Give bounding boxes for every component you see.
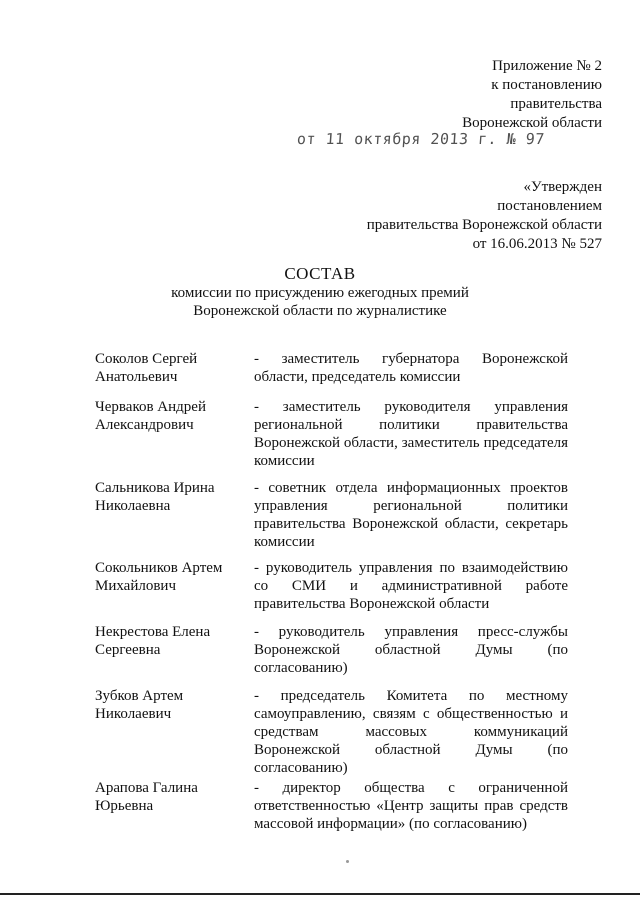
scan-edge-line — [0, 893, 640, 895]
member-role: - председатель Комитета по местному самоуправлению, связям с общественностью и средствам массовых коммуникаций Воронежской областной Думы (по согласованию) — [254, 688, 568, 776]
member-row — [95, 779, 577, 843]
member-row — [95, 687, 577, 779]
member-row — [95, 479, 577, 559]
member-role: - директор общества с ограниченной ответственностью «Центр защиты прав средств массовой информации» (по согласованию) — [254, 780, 568, 832]
member-row — [95, 350, 577, 398]
member-role: - руководитель управления по взаимодействию со СМИ и административной работе правительства Воронежской области — [254, 560, 568, 612]
approval-block — [367, 178, 602, 254]
title-subtitle-line: комиссии по присуждению ежегодных премий — [171, 285, 469, 301]
appendix-header — [462, 57, 602, 133]
document-title — [0, 263, 640, 320]
member-role: - советник отдела информационных проектов управления региональной политики правительства Воронежской области, секретарь комиссии — [254, 480, 568, 550]
member-row — [95, 398, 577, 479]
member-name: Зубков Артем Николаевич — [95, 688, 184, 722]
scan-speck — [346, 860, 349, 863]
member-name: Сокольников Артем Михайлович — [95, 560, 223, 594]
appendix-line: к постановлению — [491, 77, 602, 93]
member-role: - заместитель губернатора Воронежской области, председатель комиссии — [254, 351, 568, 385]
appendix-line: Воронежской области — [462, 115, 602, 131]
member-role: - руководитель управления пресс-службы Воронежской областной Думы (по согласованию) — [254, 624, 568, 676]
title-subtitle-line: Воронежской области по журналистике — [193, 303, 447, 319]
approval-line: от 16.06.2013 № 527 — [472, 236, 602, 252]
member-name: Черваков Андрей Александрович — [95, 399, 206, 433]
member-name: Сальникова Ирина Николаевна — [95, 480, 215, 514]
approval-line: «Утвержден — [523, 179, 602, 195]
approval-line: правительства Воронежской области — [366, 217, 602, 233]
member-name: Соколов Сергей Анатольевич — [95, 351, 198, 385]
member-role: - заместитель руководителя управления региональной политики правительства Воронежской области, заместитель председателя комиссии — [254, 399, 568, 469]
member-name: Некрестова Елена Сергеевна — [95, 624, 211, 658]
appendix-line: Приложение № 2 — [492, 58, 602, 74]
appendix-line: правительства — [510, 96, 602, 112]
date-stamp: от 11 октября 2013 г. № 97 — [296, 130, 546, 148]
approval-line: постановлением — [497, 198, 602, 214]
member-row — [95, 623, 577, 687]
member-name: Арапова Галина Юрьевна — [95, 780, 198, 814]
members-list — [95, 350, 577, 843]
title-main: СОСТАВ — [284, 264, 356, 283]
member-row — [95, 559, 577, 623]
